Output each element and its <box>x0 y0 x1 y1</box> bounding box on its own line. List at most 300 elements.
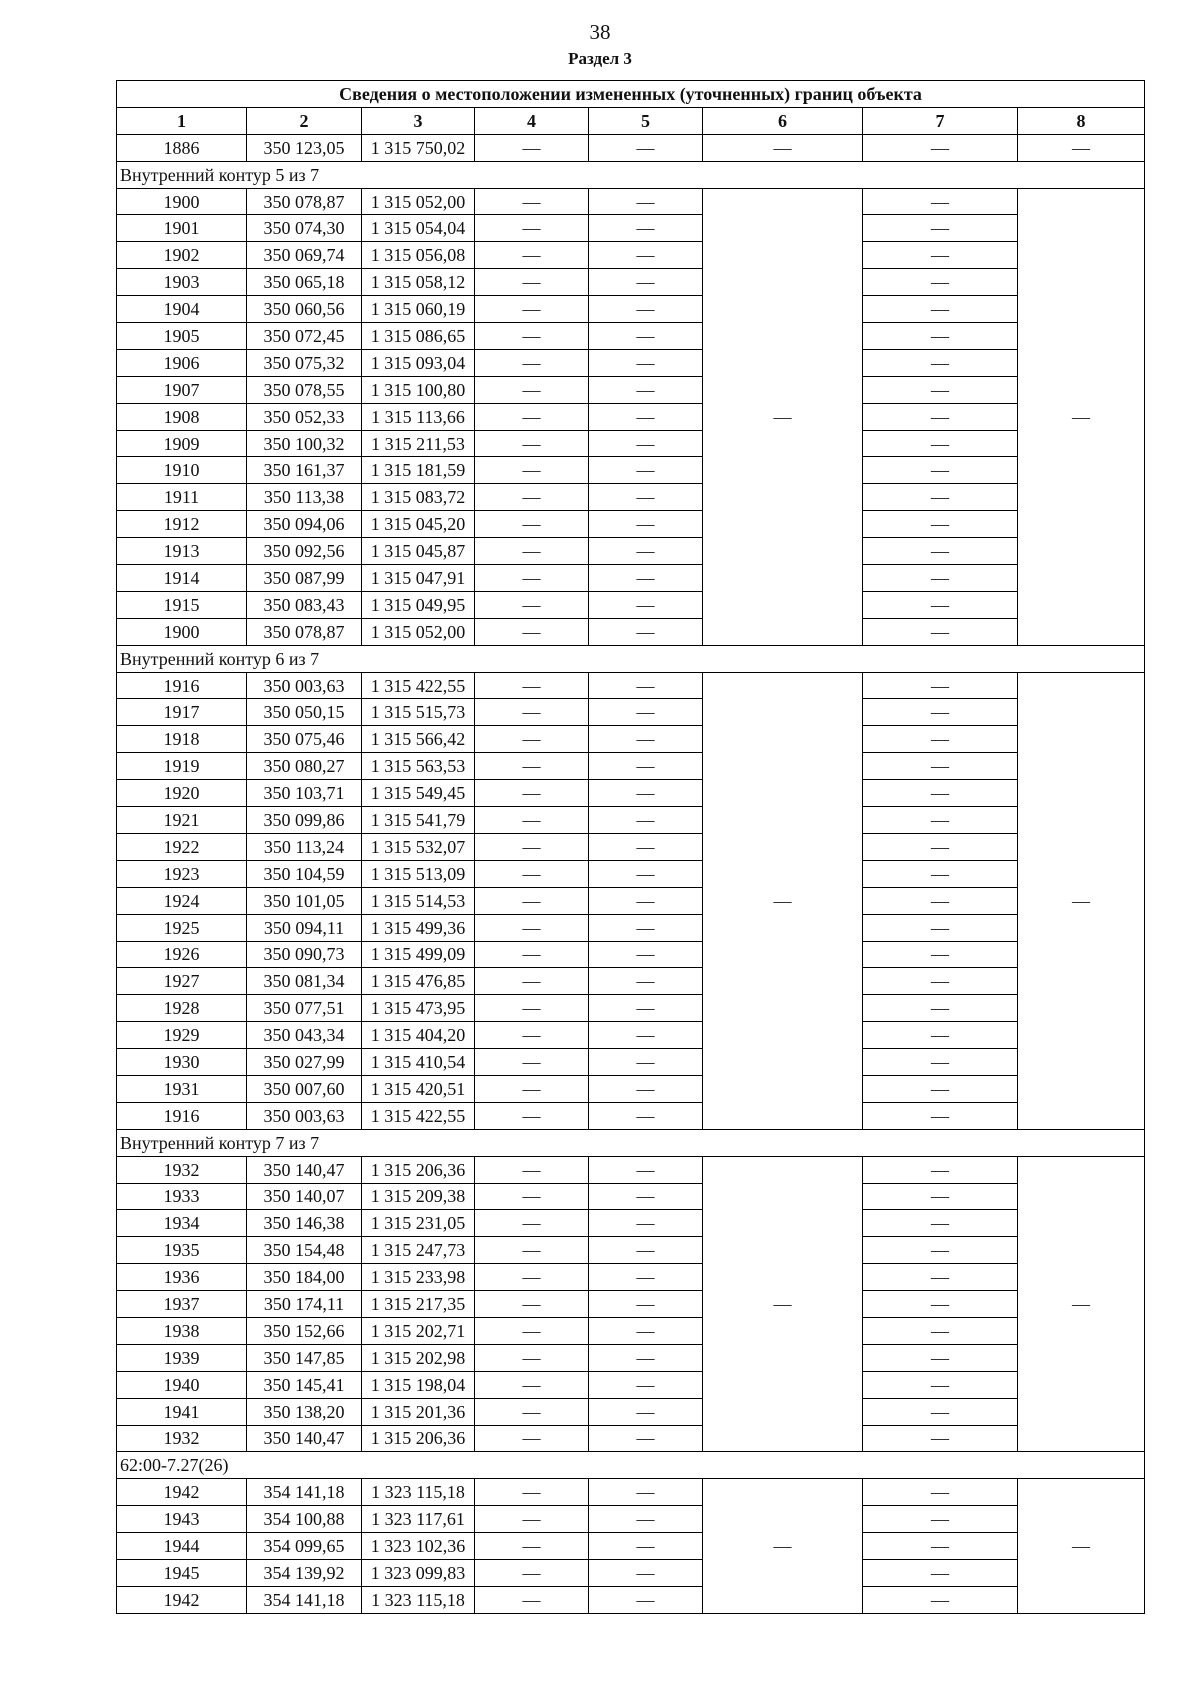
dash-cell: — <box>589 1022 703 1049</box>
point-number-cell: 1929 <box>117 1022 247 1049</box>
y-coordinate-cell: 1 315 052,00 <box>362 188 475 215</box>
dash-cell: — <box>863 538 1018 565</box>
dash-cell: — <box>589 1237 703 1264</box>
x-coordinate-cell: 350 080,27 <box>247 753 362 780</box>
dash-cell: — <box>475 833 589 860</box>
dash-cell: — <box>589 511 703 538</box>
point-number-cell: 1942 <box>117 1479 247 1506</box>
merged-dash-cell: — <box>703 1156 863 1452</box>
table-row <box>117 1586 1145 1613</box>
x-coordinate-cell: 350 161,37 <box>247 457 362 484</box>
dash-cell: — <box>475 1479 589 1506</box>
point-number-cell: 1916 <box>117 1102 247 1129</box>
dash-cell: — <box>475 565 589 592</box>
x-coordinate-cell: 354 100,88 <box>247 1506 362 1533</box>
table-row <box>117 1291 1145 1318</box>
y-coordinate-cell: 1 315 198,04 <box>362 1371 475 1398</box>
dash-cell: — <box>863 188 1018 215</box>
y-coordinate-cell: 1 315 499,36 <box>362 914 475 941</box>
dash-cell: — <box>863 726 1018 753</box>
point-number-cell: 1910 <box>117 457 247 484</box>
dash-cell: — <box>589 242 703 269</box>
dash-cell: — <box>1018 134 1145 161</box>
y-coordinate-cell: 1 323 115,18 <box>362 1479 475 1506</box>
dash-cell: — <box>475 188 589 215</box>
table-row <box>117 134 1145 161</box>
table-row <box>117 1264 1145 1291</box>
table-row <box>117 1344 1145 1371</box>
point-number-cell: 1943 <box>117 1506 247 1533</box>
dash-cell: — <box>589 376 703 403</box>
y-coordinate-cell: 1 315 233,98 <box>362 1264 475 1291</box>
x-coordinate-cell: 350 052,33 <box>247 403 362 430</box>
table-row <box>117 860 1145 887</box>
column-header: 2 <box>247 107 362 134</box>
dash-cell: — <box>475 1183 589 1210</box>
point-number-cell: 1941 <box>117 1398 247 1425</box>
dash-cell: — <box>863 833 1018 860</box>
y-coordinate-cell: 1 315 422,55 <box>362 1102 475 1129</box>
table-row <box>117 403 1145 430</box>
dash-cell: — <box>863 591 1018 618</box>
table-row <box>117 1398 1145 1425</box>
y-coordinate-cell: 1 315 058,12 <box>362 269 475 296</box>
point-number-cell: 1934 <box>117 1210 247 1237</box>
point-number-cell: 1932 <box>117 1425 247 1452</box>
x-coordinate-cell: 350 094,11 <box>247 914 362 941</box>
dash-cell: — <box>863 1049 1018 1076</box>
dash-cell: — <box>589 699 703 726</box>
point-number-cell: 1917 <box>117 699 247 726</box>
dash-cell: — <box>475 215 589 242</box>
dash-cell: — <box>589 995 703 1022</box>
point-number-cell: 1919 <box>117 753 247 780</box>
dash-cell: — <box>863 1075 1018 1102</box>
dash-cell: — <box>863 995 1018 1022</box>
x-coordinate-cell: 350 074,30 <box>247 215 362 242</box>
dash-cell: — <box>863 672 1018 699</box>
section-title: Раздел 3 <box>568 49 632 68</box>
x-coordinate-cell: 350 094,06 <box>247 511 362 538</box>
x-coordinate-cell: 354 099,65 <box>247 1533 362 1560</box>
point-number-cell: 1886 <box>117 134 247 161</box>
dash-cell: — <box>863 887 1018 914</box>
y-coordinate-cell: 1 315 093,04 <box>362 349 475 376</box>
dash-cell: — <box>863 1398 1018 1425</box>
dash-cell: — <box>475 1022 589 1049</box>
dash-cell: — <box>863 753 1018 780</box>
table-row <box>117 941 1145 968</box>
table-row <box>117 511 1145 538</box>
dash-cell: — <box>589 1075 703 1102</box>
dash-cell: — <box>589 403 703 430</box>
dash-cell: — <box>863 1506 1018 1533</box>
dash-cell: — <box>589 941 703 968</box>
x-coordinate-cell: 350 123,05 <box>247 134 362 161</box>
dash-cell: — <box>863 457 1018 484</box>
x-coordinate-cell: 350 138,20 <box>247 1398 362 1425</box>
dash-cell: — <box>589 1183 703 1210</box>
x-coordinate-cell: 350 003,63 <box>247 1102 362 1129</box>
dash-cell: — <box>863 565 1018 592</box>
dash-cell: — <box>863 269 1018 296</box>
group-header-row <box>117 161 1145 188</box>
dash-cell: — <box>475 1075 589 1102</box>
x-coordinate-cell: 354 141,18 <box>247 1586 362 1613</box>
dash-cell: — <box>589 618 703 645</box>
y-coordinate-cell: 1 315 532,07 <box>362 833 475 860</box>
table-row <box>117 1156 1145 1183</box>
y-coordinate-cell: 1 315 422,55 <box>362 672 475 699</box>
table-row <box>117 887 1145 914</box>
y-coordinate-cell: 1 315 206,36 <box>362 1156 475 1183</box>
y-coordinate-cell: 1 323 115,18 <box>362 1586 475 1613</box>
table-caption-row <box>117 81 1145 108</box>
dash-cell: — <box>589 1264 703 1291</box>
dash-cell: — <box>589 833 703 860</box>
table-row <box>117 1237 1145 1264</box>
table-row <box>117 1559 1145 1586</box>
dash-cell: — <box>863 1559 1018 1586</box>
y-coordinate-cell: 1 315 045,87 <box>362 538 475 565</box>
dash-cell: — <box>863 403 1018 430</box>
point-number-cell: 1933 <box>117 1183 247 1210</box>
dash-cell: — <box>863 941 1018 968</box>
x-coordinate-cell: 350 078,87 <box>247 618 362 645</box>
table-row <box>117 430 1145 457</box>
point-number-cell: 1900 <box>117 618 247 645</box>
dash-cell: — <box>863 968 1018 995</box>
dash-cell: — <box>475 538 589 565</box>
table-row <box>117 1022 1145 1049</box>
dash-cell: — <box>863 1264 1018 1291</box>
dash-cell: — <box>589 1425 703 1452</box>
x-coordinate-cell: 350 060,56 <box>247 296 362 323</box>
dash-cell: — <box>475 807 589 834</box>
dash-cell: — <box>475 1102 589 1129</box>
y-coordinate-cell: 1 315 045,20 <box>362 511 475 538</box>
table-row <box>117 323 1145 350</box>
dash-cell: — <box>863 511 1018 538</box>
dash-cell: — <box>475 1398 589 1425</box>
table-row <box>117 726 1145 753</box>
dash-cell: — <box>589 188 703 215</box>
table-row <box>117 699 1145 726</box>
y-coordinate-cell: 1 315 750,02 <box>362 134 475 161</box>
dash-cell: — <box>475 1533 589 1560</box>
merged-dash-cell: — <box>1018 1479 1145 1613</box>
dash-cell: — <box>475 134 589 161</box>
y-coordinate-cell: 1 315 086,65 <box>362 323 475 350</box>
point-number-cell: 1906 <box>117 349 247 376</box>
y-coordinate-cell: 1 315 404,20 <box>362 1022 475 1049</box>
point-number-cell: 1944 <box>117 1533 247 1560</box>
y-coordinate-cell: 1 315 473,95 <box>362 995 475 1022</box>
dash-cell: — <box>589 484 703 511</box>
dash-cell: — <box>589 914 703 941</box>
x-coordinate-cell: 354 141,18 <box>247 1479 362 1506</box>
dash-cell: — <box>475 1425 589 1452</box>
y-coordinate-cell: 1 315 202,98 <box>362 1344 475 1371</box>
dash-cell: — <box>589 1291 703 1318</box>
boundary-coordinates-table <box>116 80 1145 1614</box>
dash-cell: — <box>589 1398 703 1425</box>
dash-cell: — <box>589 1317 703 1344</box>
x-coordinate-cell: 350 103,71 <box>247 780 362 807</box>
column-header: 4 <box>475 107 589 134</box>
dash-cell: — <box>589 726 703 753</box>
point-number-cell: 1921 <box>117 807 247 834</box>
dash-cell: — <box>589 968 703 995</box>
table-row <box>117 376 1145 403</box>
dash-cell: — <box>863 699 1018 726</box>
x-coordinate-cell: 350 007,60 <box>247 1075 362 1102</box>
dash-cell: — <box>589 349 703 376</box>
table-row <box>117 215 1145 242</box>
y-coordinate-cell: 1 315 549,45 <box>362 780 475 807</box>
x-coordinate-cell: 350 184,00 <box>247 1264 362 1291</box>
x-coordinate-cell: 350 090,73 <box>247 941 362 968</box>
dash-cell: — <box>475 591 589 618</box>
page-number: 38 <box>589 20 611 44</box>
column-header: 1 <box>117 107 247 134</box>
dash-cell: — <box>475 968 589 995</box>
point-number-cell: 1945 <box>117 1559 247 1586</box>
table-row <box>117 1533 1145 1560</box>
dash-cell: — <box>475 887 589 914</box>
table-row <box>117 1317 1145 1344</box>
point-number-cell: 1903 <box>117 269 247 296</box>
x-coordinate-cell: 350 075,46 <box>247 726 362 753</box>
y-coordinate-cell: 1 315 541,79 <box>362 807 475 834</box>
dash-cell: — <box>589 296 703 323</box>
dash-cell: — <box>475 672 589 699</box>
point-number-cell: 1911 <box>117 484 247 511</box>
dash-cell: — <box>589 1371 703 1398</box>
y-coordinate-cell: 1 323 102,36 <box>362 1533 475 1560</box>
dash-cell: — <box>863 1317 1018 1344</box>
dash-cell: — <box>863 860 1018 887</box>
column-header: 8 <box>1018 107 1145 134</box>
dash-cell: — <box>475 618 589 645</box>
dash-cell: — <box>475 753 589 780</box>
table-row <box>117 672 1145 699</box>
point-number-cell: 1905 <box>117 323 247 350</box>
table-row <box>117 349 1145 376</box>
point-number-cell: 1928 <box>117 995 247 1022</box>
dash-cell: — <box>589 1344 703 1371</box>
point-number-cell: 1927 <box>117 968 247 995</box>
merged-dash-cell: — <box>1018 672 1145 1129</box>
x-coordinate-cell: 350 140,47 <box>247 1425 362 1452</box>
dash-cell: — <box>589 1533 703 1560</box>
table-row <box>117 242 1145 269</box>
dash-cell: — <box>475 1317 589 1344</box>
dash-cell: — <box>589 269 703 296</box>
dash-cell: — <box>863 242 1018 269</box>
table-row <box>117 995 1145 1022</box>
dash-cell: — <box>475 1156 589 1183</box>
dash-cell: — <box>475 1049 589 1076</box>
y-coordinate-cell: 1 315 100,80 <box>362 376 475 403</box>
dash-cell: — <box>863 134 1018 161</box>
point-number-cell: 1940 <box>117 1371 247 1398</box>
x-coordinate-cell: 350 003,63 <box>247 672 362 699</box>
dash-cell: — <box>589 323 703 350</box>
dash-cell: — <box>475 403 589 430</box>
group-label: Внутренний контур 5 из 7 <box>117 161 1145 188</box>
y-coordinate-cell: 1 315 054,04 <box>362 215 475 242</box>
y-coordinate-cell: 1 315 113,66 <box>362 403 475 430</box>
x-coordinate-cell: 350 152,66 <box>247 1317 362 1344</box>
dash-cell: — <box>589 457 703 484</box>
point-number-cell: 1914 <box>117 565 247 592</box>
table-row <box>117 1425 1145 1452</box>
point-number-cell: 1930 <box>117 1049 247 1076</box>
table-row <box>117 1210 1145 1237</box>
y-coordinate-cell: 1 315 201,36 <box>362 1398 475 1425</box>
dash-cell: — <box>589 753 703 780</box>
group-header-row <box>117 1452 1145 1479</box>
point-number-cell: 1938 <box>117 1317 247 1344</box>
point-number-cell: 1918 <box>117 726 247 753</box>
y-coordinate-cell: 1 315 083,72 <box>362 484 475 511</box>
dash-cell: — <box>475 484 589 511</box>
x-coordinate-cell: 350 104,59 <box>247 860 362 887</box>
y-coordinate-cell: 1 315 206,36 <box>362 1425 475 1452</box>
table-row <box>117 753 1145 780</box>
column-header-row <box>117 107 1145 134</box>
column-header: 5 <box>589 107 703 134</box>
point-number-cell: 1923 <box>117 860 247 887</box>
dash-cell: — <box>863 1210 1018 1237</box>
x-coordinate-cell: 350 113,24 <box>247 833 362 860</box>
x-coordinate-cell: 350 078,87 <box>247 188 362 215</box>
table-row <box>117 1183 1145 1210</box>
column-header: 6 <box>703 107 863 134</box>
dash-cell: — <box>863 1291 1018 1318</box>
merged-dash-cell: — <box>703 672 863 1129</box>
dash-cell: — <box>863 1344 1018 1371</box>
point-number-cell: 1942 <box>117 1586 247 1613</box>
point-number-cell: 1922 <box>117 833 247 860</box>
point-number-cell: 1907 <box>117 376 247 403</box>
point-number-cell: 1908 <box>117 403 247 430</box>
dash-cell: — <box>589 1102 703 1129</box>
dash-cell: — <box>589 1210 703 1237</box>
dash-cell: — <box>589 887 703 914</box>
x-coordinate-cell: 350 075,32 <box>247 349 362 376</box>
dash-cell: — <box>475 1371 589 1398</box>
dash-cell: — <box>863 914 1018 941</box>
x-coordinate-cell: 350 146,38 <box>247 1210 362 1237</box>
y-coordinate-cell: 1 315 211,53 <box>362 430 475 457</box>
dash-cell: — <box>475 1264 589 1291</box>
table-row <box>117 833 1145 860</box>
dash-cell: — <box>863 618 1018 645</box>
group-label: 62:00-7.27(26) <box>117 1452 1145 1479</box>
dash-cell: — <box>589 1586 703 1613</box>
dash-cell: — <box>475 780 589 807</box>
group-label: Внутренний контур 7 из 7 <box>117 1129 1145 1156</box>
point-number-cell: 1909 <box>117 430 247 457</box>
x-coordinate-cell: 350 078,55 <box>247 376 362 403</box>
dash-cell: — <box>475 860 589 887</box>
table-row <box>117 1049 1145 1076</box>
dash-cell: — <box>589 591 703 618</box>
point-number-cell: 1916 <box>117 672 247 699</box>
dash-cell: — <box>589 1049 703 1076</box>
point-number-cell: 1901 <box>117 215 247 242</box>
point-number-cell: 1912 <box>117 511 247 538</box>
table-row <box>117 484 1145 511</box>
table-row <box>117 1506 1145 1533</box>
point-number-cell: 1920 <box>117 780 247 807</box>
dash-cell: — <box>475 1586 589 1613</box>
table-row <box>117 807 1145 834</box>
x-coordinate-cell: 350 100,32 <box>247 430 362 457</box>
dash-cell: — <box>863 1022 1018 1049</box>
point-number-cell: 1900 <box>117 188 247 215</box>
x-coordinate-cell: 350 043,34 <box>247 1022 362 1049</box>
y-coordinate-cell: 1 315 410,54 <box>362 1049 475 1076</box>
x-coordinate-cell: 350 065,18 <box>247 269 362 296</box>
table-row <box>117 780 1145 807</box>
y-coordinate-cell: 1 315 247,73 <box>362 1237 475 1264</box>
point-number-cell: 1915 <box>117 591 247 618</box>
dash-cell: — <box>589 860 703 887</box>
dash-cell: — <box>863 430 1018 457</box>
merged-dash-cell: — <box>1018 1156 1145 1452</box>
y-coordinate-cell: 1 315 052,00 <box>362 618 475 645</box>
table-row <box>117 1075 1145 1102</box>
x-coordinate-cell: 350 147,85 <box>247 1344 362 1371</box>
point-number-cell: 1935 <box>117 1237 247 1264</box>
dash-cell: — <box>475 1506 589 1533</box>
dash-cell: — <box>475 349 589 376</box>
dash-cell: — <box>589 538 703 565</box>
x-coordinate-cell: 350 154,48 <box>247 1237 362 1264</box>
dash-cell: — <box>475 1210 589 1237</box>
dash-cell: — <box>863 484 1018 511</box>
merged-dash-cell: — <box>1018 188 1145 645</box>
table-row <box>117 1371 1145 1398</box>
dash-cell: — <box>475 269 589 296</box>
dash-cell: — <box>475 914 589 941</box>
table-row <box>117 296 1145 323</box>
dash-cell: — <box>475 430 589 457</box>
dash-cell: — <box>589 807 703 834</box>
column-header: 7 <box>863 107 1018 134</box>
dash-cell: — <box>863 1237 1018 1264</box>
dash-cell: — <box>589 565 703 592</box>
dash-cell: — <box>863 296 1018 323</box>
table-row <box>117 591 1145 618</box>
point-number-cell: 1939 <box>117 1344 247 1371</box>
group-label: Внутренний контур 6 из 7 <box>117 645 1145 672</box>
dash-cell: — <box>589 672 703 699</box>
table-row <box>117 1102 1145 1129</box>
x-coordinate-cell: 350 050,15 <box>247 699 362 726</box>
point-number-cell: 1936 <box>117 1264 247 1291</box>
merged-dash-cell: — <box>703 188 863 645</box>
dash-cell: — <box>475 941 589 968</box>
x-coordinate-cell: 350 101,05 <box>247 887 362 914</box>
y-coordinate-cell: 1 315 420,51 <box>362 1075 475 1102</box>
table-row <box>117 457 1145 484</box>
dash-cell: — <box>863 807 1018 834</box>
table-row <box>117 1479 1145 1506</box>
